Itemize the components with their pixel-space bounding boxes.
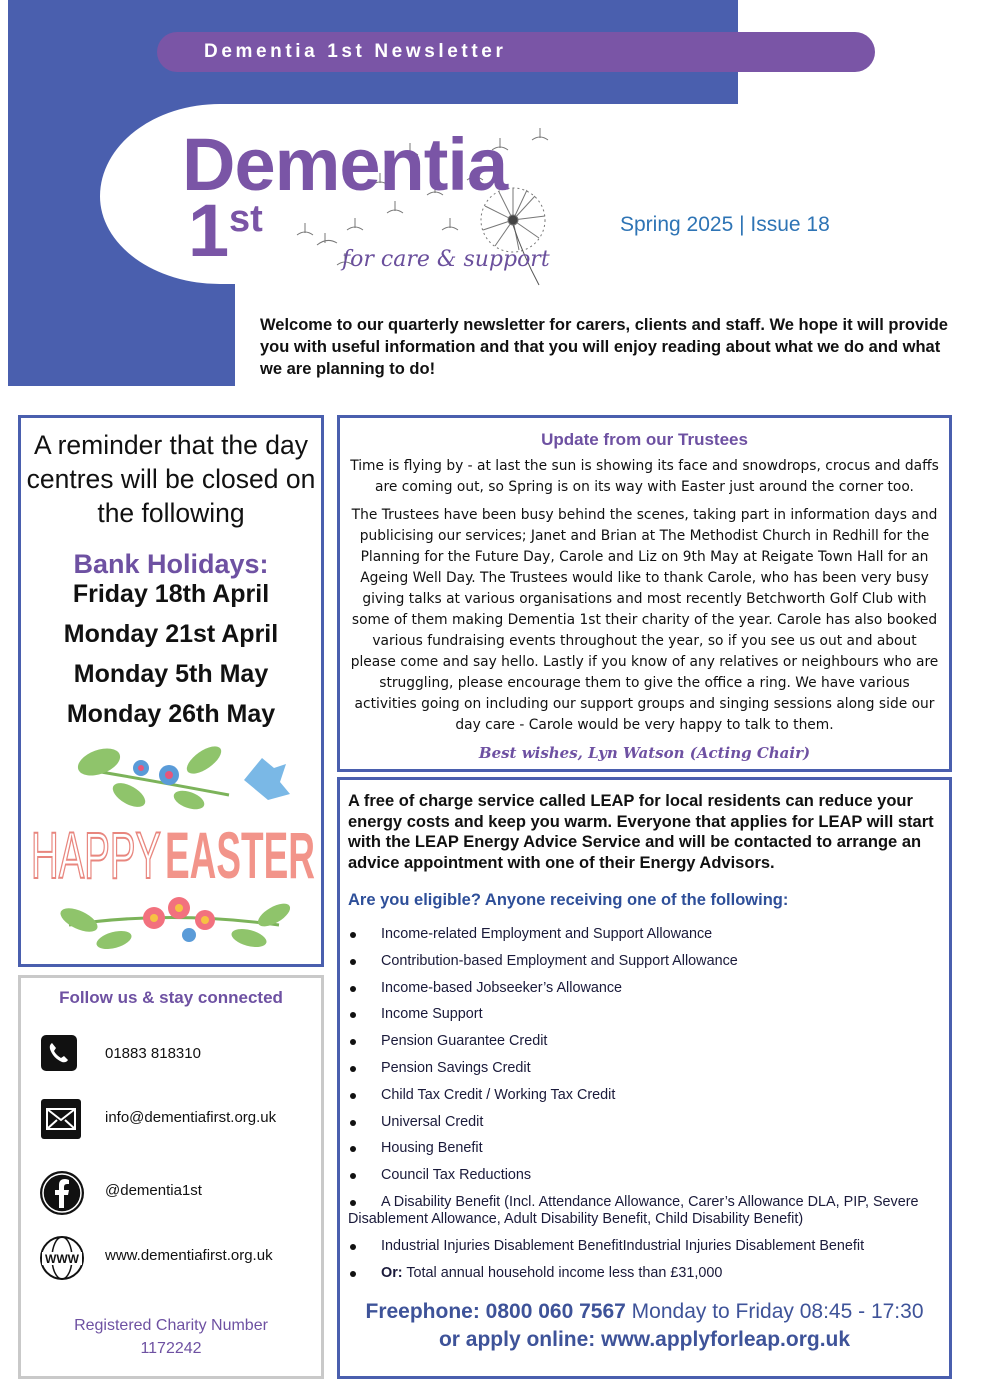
charity-number: 1172242 bbox=[140, 1340, 202, 1357]
list-item: Pension Guarantee Credit bbox=[348, 1033, 943, 1050]
list-item: Income-based Jobseeker’s Allowance bbox=[348, 980, 943, 997]
bank-holiday-date: Monday 5th May bbox=[73, 660, 269, 688]
mail-icon bbox=[39, 1097, 83, 1141]
logo-word: Dementia bbox=[182, 123, 508, 206]
contact-facebook: @dementia1st bbox=[105, 1182, 202, 1199]
charity-label: Registered Charity Number bbox=[74, 1317, 268, 1334]
contact-email-row[interactable] bbox=[39, 1097, 319, 1141]
contact-box bbox=[18, 975, 324, 1379]
list-item: Universal Credit bbox=[348, 1114, 943, 1131]
list-item: Housing Benefit bbox=[348, 1140, 943, 1157]
trustees-title: Update from our Trustees bbox=[541, 430, 748, 449]
bank-holidays-title: Bank Holidays: bbox=[73, 549, 269, 579]
newsletter-title-banner: Dementia 1st Newsletter bbox=[157, 32, 875, 72]
list-item: Income-related Employment and Support Allowance bbox=[348, 926, 943, 943]
logo-number: 1 bbox=[188, 189, 230, 272]
freephone-hours: Monday to Friday 08:45 - 17:30 bbox=[625, 1300, 924, 1323]
list-item: Industrial Injuries Disablement BenefitIndustrial Injuries Disablement Benefit bbox=[348, 1238, 943, 1255]
freephone-block bbox=[340, 1298, 949, 1354]
easter-word-2: EASTER bbox=[165, 818, 315, 892]
bank-holiday-date: Friday 18th April bbox=[72, 580, 270, 608]
contact-email: info@dementiafirst.org.uk bbox=[105, 1109, 277, 1126]
leap-intro: A free of charge service called LEAP for local residents can reduce your energy costs and keep you warm. Everyone that applies for LEAP will start with the LEAP Energy Advice Service and will be contacted to arrange an advice appointment with one of their Energy Advisors. bbox=[348, 792, 934, 872]
issue-label: Spring 2025 | Issue 18 bbox=[620, 213, 830, 236]
logo-suffix: st bbox=[229, 198, 263, 240]
bank-holiday-date: Monday 26th May bbox=[66, 700, 276, 728]
globe-icon-text: WWW bbox=[45, 1252, 79, 1266]
list-item: Income Support bbox=[348, 1006, 943, 1023]
trustees-signoff: Best wishes, Lyn Watson (Acting Chair) bbox=[478, 744, 811, 762]
contact-phone: 01883 818310 bbox=[105, 1045, 201, 1062]
contact-website: www.dementiafirst.org.uk bbox=[105, 1247, 273, 1264]
trustees-paragraph: The Trustees have been busy behind the scenes, taking part in information days and publicising our services; Janet and Brian at The Methodist Church in Redhill for the Planning for the Future Day, Carole and Liz on 9th May at Reigate Town Hall for an Ageing Well Day. The Trustees would like to thank Carole, who has been very busy giving talks at various organisations and most recently Betchworth Golf Club with some of them making Dementia 1st their charity of the year. Carole has also booked various fundraising events throughout the year, so if you see us out and about please come and say hello. Lastly if you know of any relatives or neighbours who are struggling, please encourage them to give the office a ring. We have various activities going on including our support groups and singing sessions along side our day care - Carole would be very happy to talk to them. bbox=[350, 507, 939, 733]
bank-holiday-list bbox=[21, 574, 321, 734]
closure-reminder: A reminder that the day centres will be closed on the following bbox=[26, 430, 316, 528]
contact-website-row[interactable] bbox=[39, 1235, 319, 1279]
easter-word-1: HAPPY bbox=[31, 818, 161, 892]
list-item: A Disability Benefit (Incl. Attendance Allowance, Carer’s Allowance DLA, PIP, Severe Disablement Allowance, Adult Disability Benefit, Child Disability Benefit) bbox=[348, 1194, 943, 1228]
list-item-income bbox=[348, 1265, 943, 1282]
list-item: Council Tax Reductions bbox=[348, 1167, 943, 1184]
globe-icon bbox=[39, 1235, 85, 1281]
floral-top bbox=[74, 741, 290, 813]
floral-bottom bbox=[57, 897, 294, 952]
bank-holiday-date: Monday 21st April bbox=[63, 620, 279, 648]
list-item: Pension Savings Credit bbox=[348, 1060, 943, 1077]
welcome-text: Welcome to our quarterly newsletter for carers, clients and staff. We hope it will provide you with useful information and that you will enjoy reading about what we do and what we are planning to do! bbox=[260, 316, 948, 378]
trustees-update-box bbox=[337, 415, 952, 772]
dementia-1st-logo bbox=[182, 125, 582, 290]
facebook-icon bbox=[39, 1170, 85, 1216]
contact-title: Follow us & stay connected bbox=[59, 988, 283, 1007]
leap-eligibility-list bbox=[348, 926, 943, 1291]
list-item: Contribution-based Employment and Support Allowance bbox=[348, 953, 943, 970]
contact-phone-row[interactable] bbox=[39, 1033, 319, 1077]
charity-number-block bbox=[21, 1314, 321, 1360]
contact-facebook-row[interactable] bbox=[39, 1170, 319, 1214]
apply-online-link[interactable]: or apply online: www.applyforleap.org.uk bbox=[438, 1328, 851, 1351]
trustees-body bbox=[348, 456, 941, 743]
or-label: Or: bbox=[381, 1264, 403, 1281]
list-item: Child Tax Credit / Working Tax Credit bbox=[348, 1087, 943, 1104]
trustees-paragraph: Time is flying by - at last the sun is showing its face and snowdrops, crocus and daffs are coming out, so Spring is on its way with Easter just around the corner too. bbox=[350, 458, 939, 495]
leap-eligibility-heading: Are you eligible? Anyone receiving one of the following: bbox=[348, 891, 789, 909]
bank-holidays-box bbox=[18, 415, 324, 967]
freephone-number[interactable]: Freephone: 0800 060 7567 bbox=[365, 1300, 626, 1323]
or-text: Total annual household income less than £31,000 bbox=[402, 1264, 723, 1281]
happy-easter-illustration bbox=[29, 740, 319, 955]
phone-icon bbox=[39, 1033, 79, 1073]
logo-tagline: for care & support bbox=[342, 247, 550, 272]
leap-service-box bbox=[337, 777, 952, 1379]
